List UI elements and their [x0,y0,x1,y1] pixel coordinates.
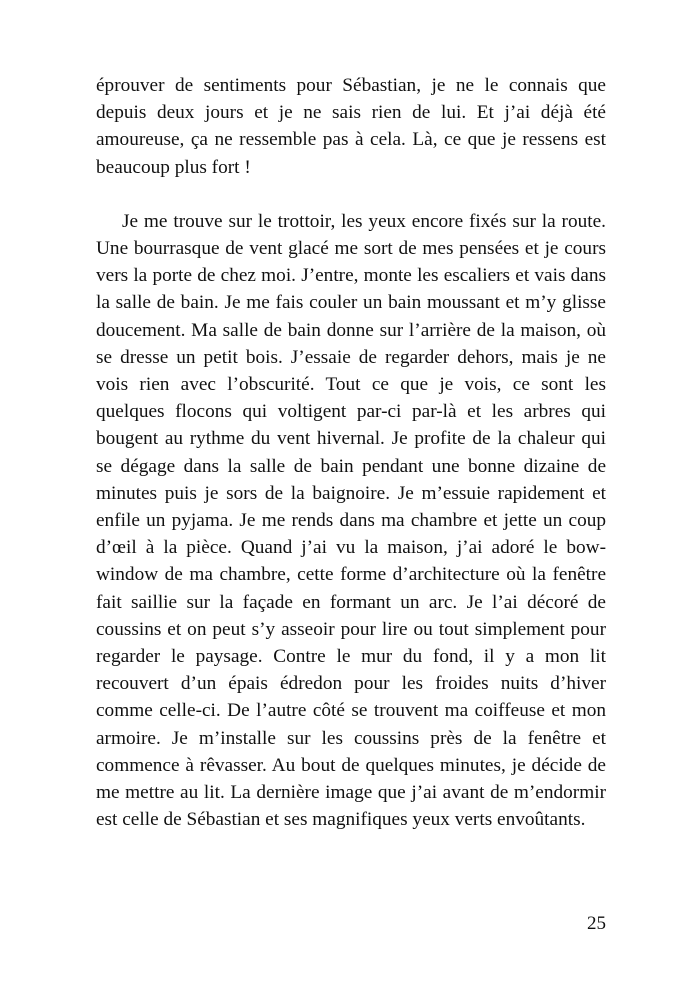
paragraph-continuation: éprouver de sentiments pour Sébastian, je ne le connais que depuis deux jours et je ne sais rien de lui. Et j’ai déjà été amoureuse, ça ne ressemble pas à cela. Là, ce que je ressens est beaucoup plus fort ! [96,75,606,178]
body-text [96,72,606,833]
paragraph-main: Je me trouve sur le trottoir, les yeux encore fixés sur la route. Une bourrasque de vent glacé me sort de mes pensées et je cours vers la porte de chez moi. J’entre, monte les escaliers et vais dans la salle de bain. Je me fais couler un bain moussant et m’y glisse doucement. Ma salle de bain donne sur l’arrière de la maison, où se dresse un petit bois. J’essaie de regarder dehors, mais je ne vois rien avec l’obscurité. Tout ce que je vois, ce sont les quelques flocons qui voltigent par-ci par-là et les arbres qui bougent au rythme du vent hivernal. Je profite de la chaleur qui se dégage dans la salle de bain pendant une bonne dizaine de minutes puis je sors de la baignoire. Je m’essuie rapidement et enfile un pyjama. Je me rends dans ma chambre et jette un coup d’œil à la pièce. Quand j’ai vu la maison, j’ai adoré le bow-window de ma chambre, cette forme d’architecture où la fenêtre fait saillie sur la façade en formant un arc. Je l’ai décoré de coussins et on peut s’y asseoir pour lire ou tout simplement pour regarder le paysage. Contre le mur du fond, il y a mon lit recouvert d’un épais édredon pour les froides nuits d’hiver comme celle-ci. De l’autre côté se trouvent ma coiffeuse et mon armoire. Je m’installe sur les coussins près de la fenêtre et commence à rêvasser. Au bout de quelques minutes, je décide de me mettre au lit. La dernière image que j’ai avant de m’endormir est celle de Sébastian et ses magnifiques yeux verts envoûtants. [96,210,606,831]
page-number: 25 [587,913,606,934]
